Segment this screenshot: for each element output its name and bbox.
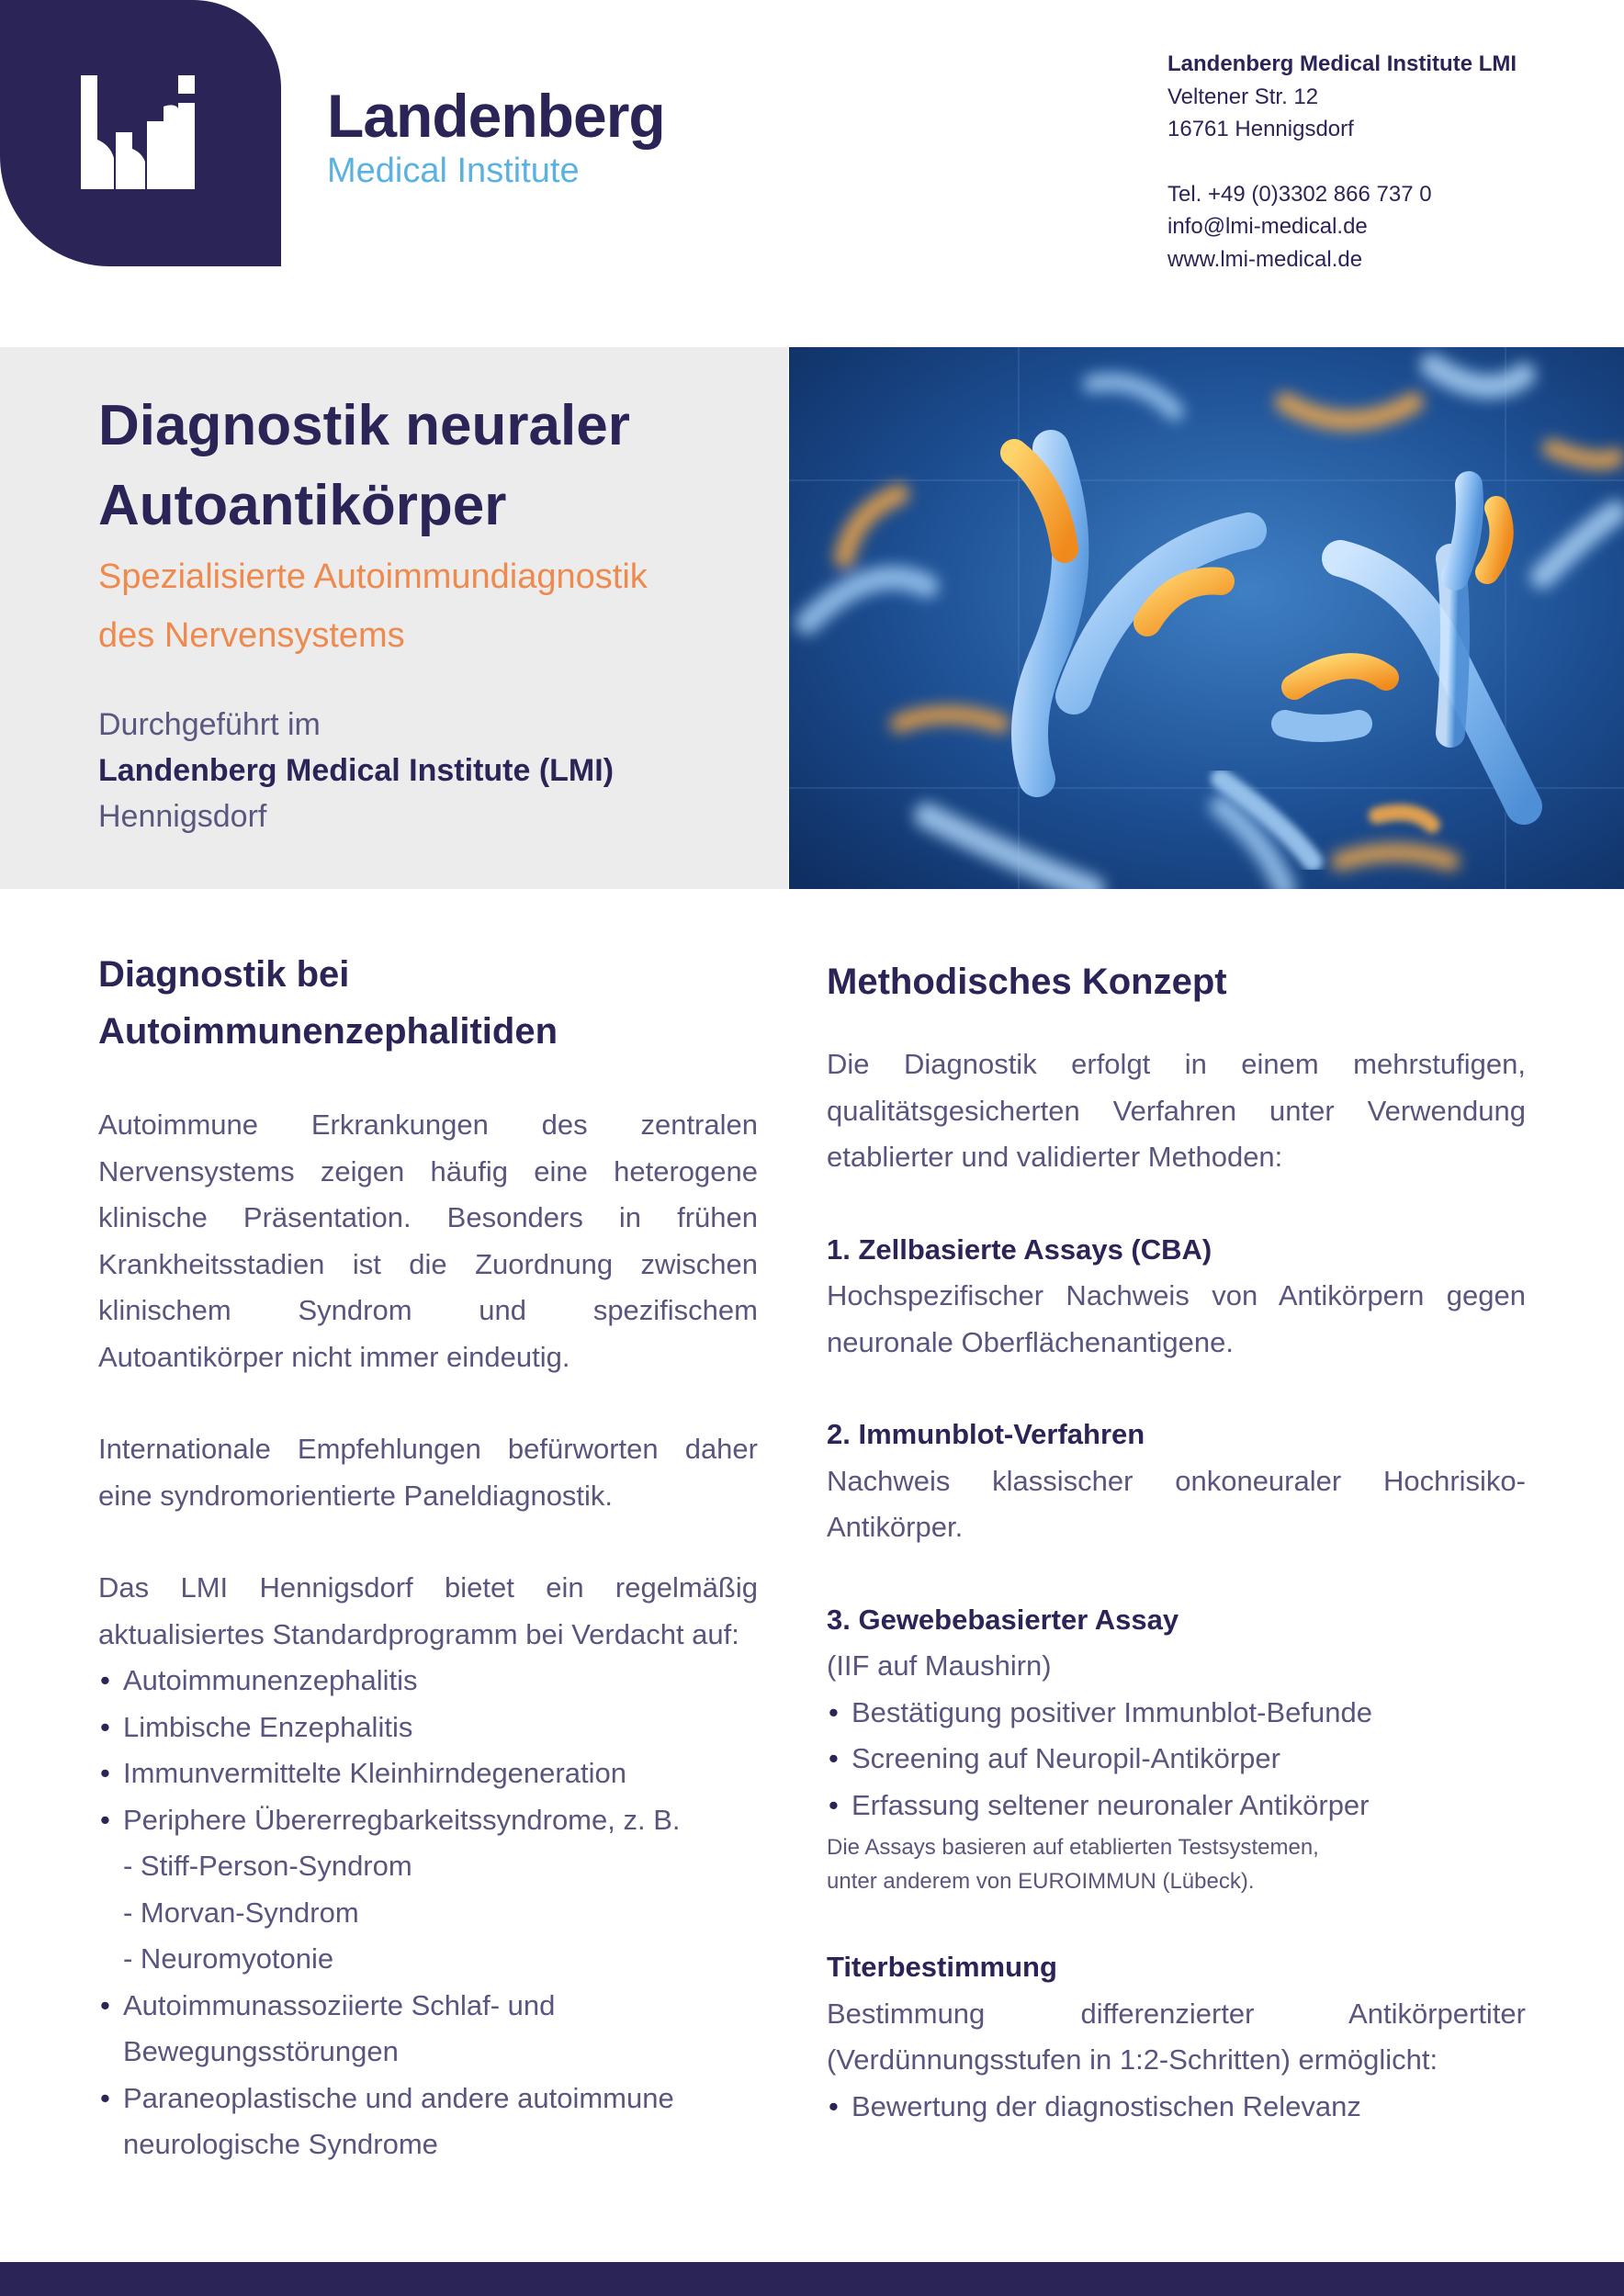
brand-subtitle: Medical Institute (327, 152, 580, 190)
right-column (827, 946, 1526, 2130)
contact-web[interactable]: www.lmi-medical.de (1167, 246, 1363, 272)
performed-by: Durchgeführt im Landenberg Medical Institute (LMI) Hennigsdorf (98, 707, 615, 834)
assay-note: Die Assays basieren auf etablierten Testsystemen, unter anderem von EUROIMMUN (Lübeck). (827, 1835, 1319, 1894)
method-text-cba: Hochspezifischer Nachweis von Antikörpern gegen neuronale Oberflächenantigene. (827, 1279, 1526, 1358)
indication-list (98, 1658, 758, 2168)
sub-list-item: - Stiff-Person-Syndrom (123, 1850, 412, 1882)
list-item: • Autoimmunenzephalitis (98, 1658, 758, 1705)
method-title-tissue: 3. Gewebebasierter Assay (827, 1603, 1179, 1636)
hero-section (0, 347, 1624, 889)
list-item: • Screening auf Neuropil-Antikörper (827, 1736, 1526, 1783)
list-item: • Autoimmunassoziierte Schlaf- und Bewegungsstörungen (98, 1983, 637, 2076)
method-sub-tissue: (IIF auf Maushirn) (827, 1649, 1052, 1682)
page-title: Diagnostik neuraler Autoantikörper (98, 394, 630, 537)
titer-list (827, 2084, 1526, 2131)
titer-text: Bestimmung differenzierter Antikörpertiter (Verdünnungsstufen in 1:2-Schritten) ermöglicht: (827, 1997, 1526, 2076)
method-title-cba: 1. Zellbasierte Assays (CBA) (827, 1232, 1212, 1266)
method-title-immunoblot: 2. Immunblot-Verfahren (827, 1418, 1145, 1450)
sub-list (123, 1843, 758, 1983)
list-item: • Paraneoplastische und andere autoimmune neurologische Syndrome (98, 2076, 758, 2168)
contact-email[interactable]: info@lmi-medical.de (1167, 214, 1368, 239)
paragraph-methods-intro: Die Diagnostik erfolgt in einem mehrstufigen, qualitätsgesicherten Verfahren unter Verwendung etablierter und validierter Methoden: (827, 1048, 1526, 1173)
paragraph-intro: Autoimmune Erkrankungen des zentralen Nervensystems zeigen häufig eine heterogene klinische Präsentation. Besonders in frühen Krankheitsstadien ist die Zuordnung zwischen klinischem Syndrom und spezifischem Autoantikörper nicht immer eindeutig. (98, 1109, 758, 1373)
tissue-assay-list (827, 1690, 1526, 1829)
footer-bar (0, 2262, 1624, 2296)
contact-org: Landenberg Medical Institute LMI (1167, 51, 1517, 76)
titer-title: Titerbestimmung (827, 1951, 1057, 1983)
list-item: • Periphere Übererregbarkeitssyndrome, z. B. - Stiff-Person-Syndrom - Morvan-Syndrom - Neuromyotonie (98, 1797, 758, 1983)
brand (327, 83, 665, 191)
paragraph-program: Das LMI Hennigsdorf bietet ein regelmäßig aktualisiertes Standardprogramm bei Verdacht auf: (98, 1571, 758, 1650)
bar-chart-logo-icon (81, 75, 195, 189)
left-column (98, 946, 758, 2168)
list-item: • Limbische Enzephalitis (98, 1705, 758, 1751)
hero-text-panel (0, 347, 788, 889)
contact-city: 16761 Hennigsdorf (1167, 117, 1354, 141)
section-heading-diagnostik: Diagnostik bei Autoimmunenzephalitiden (98, 954, 558, 1052)
page-subtitle: Spezialisierte Autoimmundiagnostik des Nervensystems (98, 557, 648, 655)
contact-street: Veltener Str. 12 (1167, 84, 1319, 109)
paragraph-recommendation: Internationale Empfehlungen befürworten daher eine syndromorientierte Paneldiagnostik. (98, 1433, 758, 1512)
sub-list-item: - Morvan-Syndrom (123, 1896, 359, 1929)
brand-name: Landenberg (327, 82, 665, 150)
contact-phone: Tel. +49 (0)3302 866 737 0 (1167, 181, 1432, 207)
antibody-illustration-icon (789, 347, 1624, 889)
list-item: • Immunvermittelte Kleinhirndegeneration (98, 1750, 758, 1797)
contact-block (1167, 48, 1517, 276)
section-heading-methods: Methodisches Konzept (827, 962, 1227, 1002)
list-item: • Erfassung seltener neuronaler Antikörper (827, 1783, 1526, 1829)
list-item: • Bestätigung positiver Immunblot-Befunde (827, 1690, 1526, 1737)
list-item: • Bewertung der diagnostischen Relevanz (827, 2084, 1526, 2131)
logo-mark (0, 0, 281, 266)
method-text-immunoblot: Nachweis klassischer onkoneuraler Hochrisiko-Antikörper. (827, 1464, 1526, 1543)
sub-list-item: - Neuromyotonie (123, 1942, 334, 1975)
